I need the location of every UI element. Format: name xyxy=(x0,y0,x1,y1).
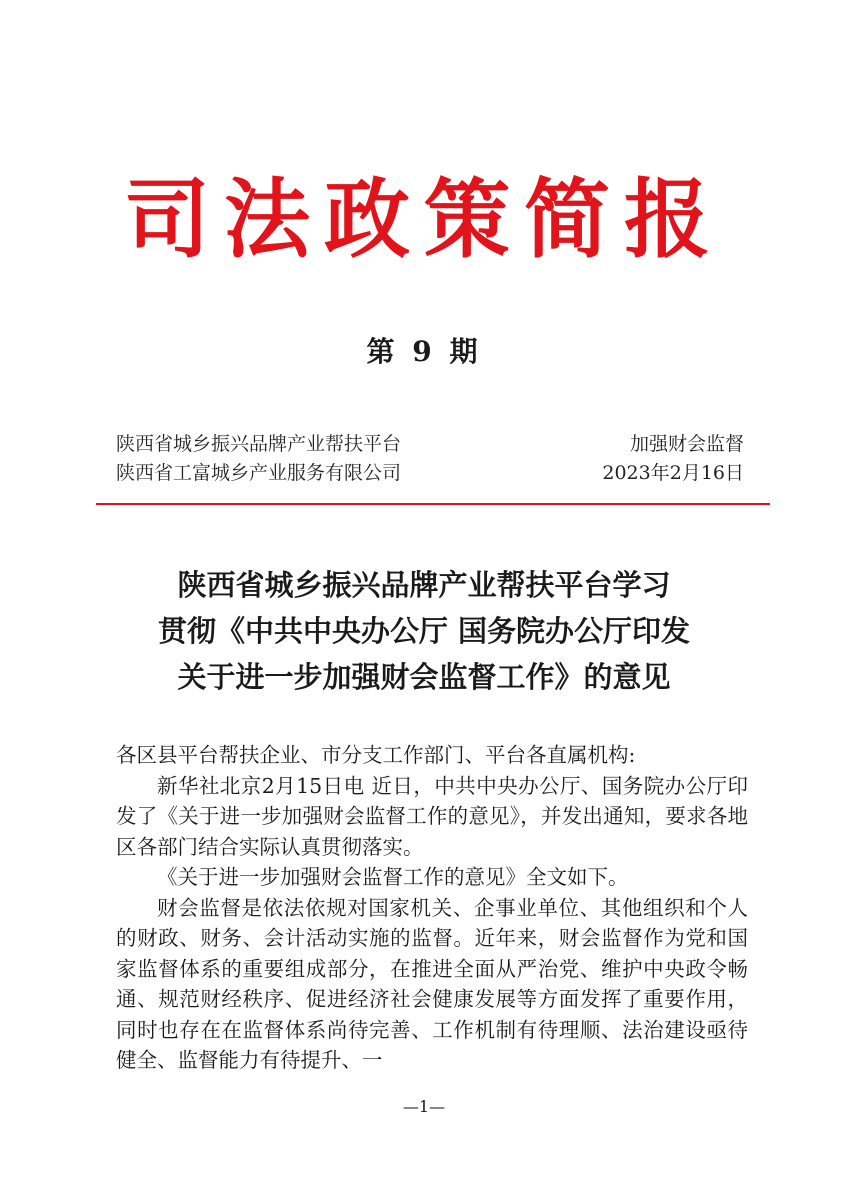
topic-and-date xyxy=(602,430,744,488)
salutation: 各区县平台帮扶企业、市分支工作部门、平台各直属机构: xyxy=(116,743,636,767)
issue-number: 第 9 期 xyxy=(366,335,482,368)
article-title xyxy=(0,562,848,700)
org-line-1: 陕西省城乡振兴品牌产业帮扶平台 xyxy=(116,433,402,455)
article-body xyxy=(116,740,748,1076)
red-divider xyxy=(96,503,770,505)
org-line-2: 陕西省工富城乡产业服务有限公司 xyxy=(116,462,402,484)
title-line: 贯彻《中共中央办公厅 国务院办公厅印发 xyxy=(157,614,691,648)
topic-label: 加强财会监督 xyxy=(629,433,744,455)
body-paragraph: 《关于进一步加强财会监督工作的意见》全文如下。 xyxy=(157,865,629,889)
masthead-title: 司法政策简报 xyxy=(124,169,724,270)
page-number: —1— xyxy=(402,1097,446,1116)
body-paragraph: 新华社北京2月15日电 近日，中共中央办公厅、国务院办公厅印发了《关于进一步加强财会监督工作的意见》，并发出通知，要求各地区各部门结合实际认真贯彻落实。 xyxy=(116,773,748,859)
issuing-organizations xyxy=(116,430,401,488)
title-line: 关于进一步加强财会监督工作》的意见 xyxy=(177,660,671,694)
title-line: 陕西省城乡振兴品牌产业帮扶平台学习 xyxy=(177,568,671,602)
body-paragraph: 财会监督是依法依规对国家机关、企事业单位、其他组织和个人的财政、财务、会计活动实施的监督。近年来，财会监督作为党和国家监督体系的重要组成部分，在推进全面从严治党、维护中央政令畅通、规范财经秩序、促进经济社会健康发展等方面发挥了重要作用，同时也存在在监督体系尚待完善、工作机制有待理顺、法治建设亟待健全、监督能力有待提升、一 xyxy=(116,895,748,1072)
issue-date: 2023年2月16日 xyxy=(602,462,744,484)
